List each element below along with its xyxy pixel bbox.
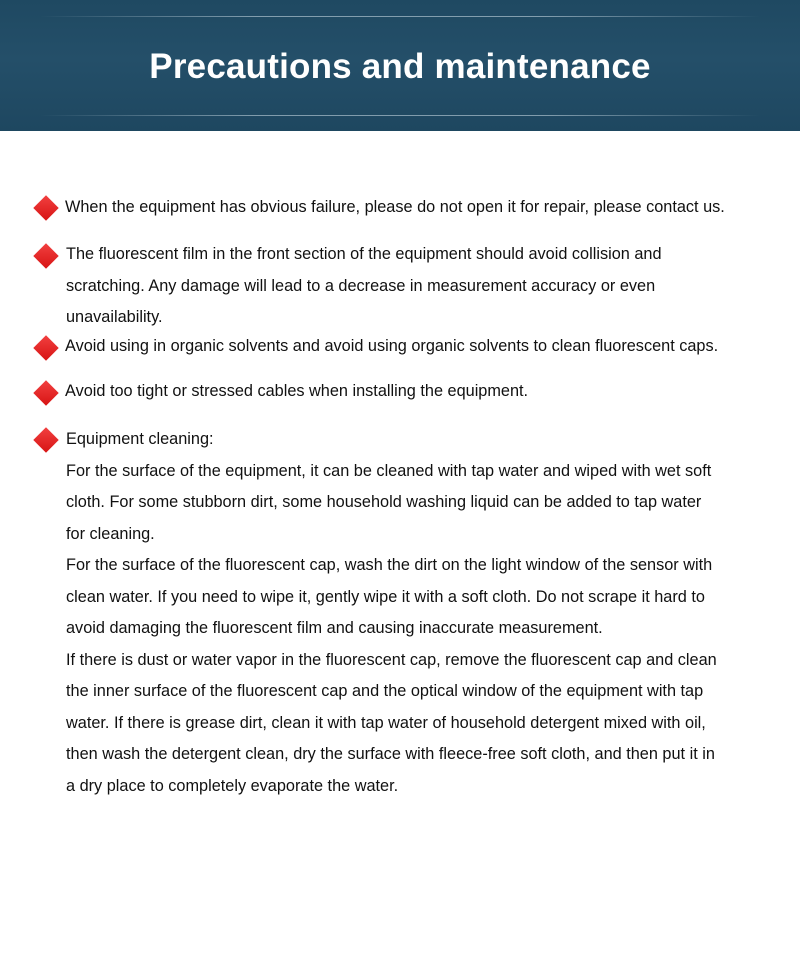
red-diamond-bullet-icon xyxy=(33,243,58,268)
page-title: Precautions and maintenance xyxy=(149,47,651,86)
text-line: scratching. Any damage will lead to a decrease in measurement accuracy or even xyxy=(66,276,656,295)
precaution-text xyxy=(65,192,795,224)
text-line: then wash the detergent clean, dry the surface with fleece-free soft cloth, and then put it in xyxy=(66,745,715,763)
text-line: a dry place to completely evaporate the water. xyxy=(66,776,399,795)
red-diamond-bullet-icon xyxy=(33,427,58,452)
text-line: water. If there is grease dirt, clean it with tap water of household detergent mixed with oil, xyxy=(66,713,706,732)
text-line: Equipment cleaning: xyxy=(66,430,214,448)
header-banner xyxy=(0,0,800,131)
banner-top-rule xyxy=(40,16,760,17)
precaution-text xyxy=(66,239,796,334)
red-diamond-bullet-icon xyxy=(33,335,58,360)
text-line: clean water. If you need to wipe it, gently wipe it with a soft cloth. Do not scrape it hard to xyxy=(66,587,705,606)
text-line: For the surface of the fluorescent cap, wash the dirt on the light window of the sensor with xyxy=(66,556,713,574)
text-line: avoid damaging the fluorescent film and causing inaccurate measurement. xyxy=(66,619,603,637)
text-line: Avoid using in organic solvents and avoid using organic solvents to clean fluorescent caps. xyxy=(65,337,719,355)
text-line: unavailability. xyxy=(66,308,163,326)
red-diamond-bullet-icon xyxy=(33,195,58,220)
text-line: When the equipment has obvious failure, please do not open it for repair, please contact us. xyxy=(65,198,725,216)
text-line: for cleaning. xyxy=(66,524,155,543)
red-diamond-bullet-icon xyxy=(33,380,58,405)
text-line: For the surface of the equipment, it can be cleaned with tap water and wiped with wet soft xyxy=(66,461,712,480)
precaution-text xyxy=(65,331,795,363)
text-line: Avoid too tight or stressed cables when installing the equipment. xyxy=(65,382,529,400)
text-line: The fluorescent film in the front section of the equipment should avoid collision and xyxy=(66,245,662,263)
text-line: the inner surface of the fluorescent cap and the optical window of the equipment with tap xyxy=(66,682,704,700)
text-line: If there is dust or water vapor in the fluorescent cap, remove the fluorescent cap and clean xyxy=(66,650,717,669)
precaution-text xyxy=(65,376,795,408)
precaution-text xyxy=(66,424,796,802)
banner-bottom-rule xyxy=(40,115,760,116)
text-line: cloth. For some stubborn dirt, some household washing liquid can be added to tap water xyxy=(66,493,702,511)
